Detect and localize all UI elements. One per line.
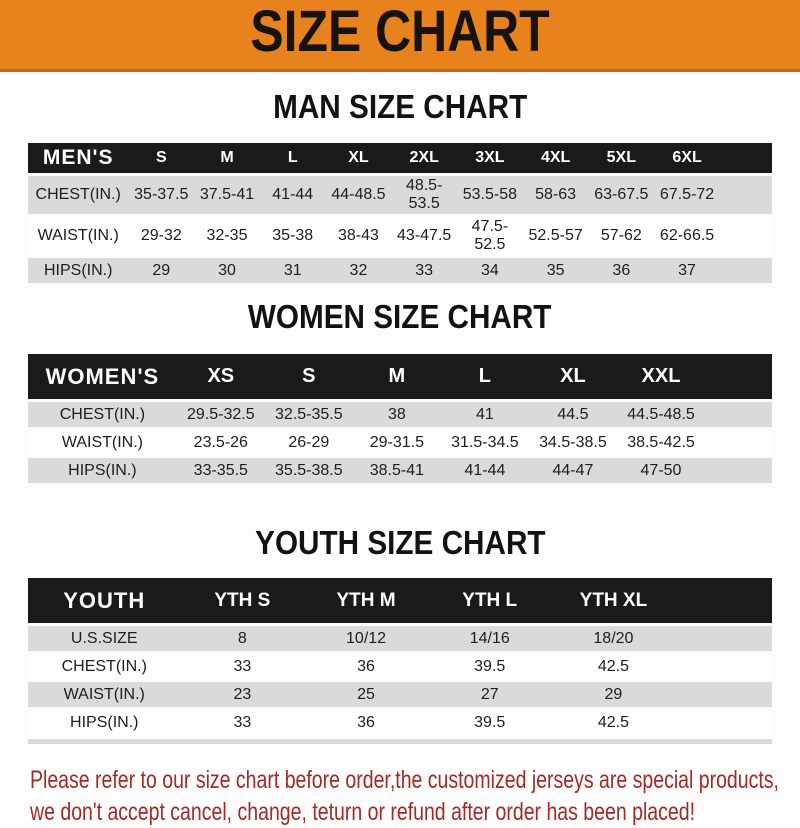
value-cell: 8 bbox=[181, 626, 305, 651]
value-cell: 44-48.5 bbox=[326, 176, 392, 214]
size-header-row bbox=[28, 143, 772, 173]
filler-cell bbox=[675, 710, 772, 735]
value-cell: 23 bbox=[181, 682, 305, 707]
value-cell: 34 bbox=[457, 258, 523, 283]
size-column-header: XXL bbox=[617, 354, 705, 399]
size-header-row bbox=[28, 354, 772, 399]
value-cell: 41-44 bbox=[441, 458, 529, 483]
size-column-header: 3XL bbox=[457, 143, 523, 173]
filler-cell bbox=[675, 682, 772, 707]
size-column-header: M bbox=[353, 354, 441, 399]
value-cell: 35-37.5 bbox=[128, 176, 194, 214]
filler-cell bbox=[705, 402, 772, 427]
value-cell: 33 bbox=[181, 654, 305, 679]
size-column-header: YTH L bbox=[428, 578, 552, 623]
women-size-table bbox=[28, 351, 772, 486]
value-cell: 29 bbox=[128, 258, 194, 283]
value-cell: 36 bbox=[304, 654, 428, 679]
table-bottom-shadow bbox=[28, 739, 772, 744]
table-row bbox=[28, 458, 772, 483]
value-cell: 31 bbox=[260, 258, 326, 283]
table-row bbox=[28, 654, 772, 679]
size-chart-title: SIZE CHART bbox=[250, 0, 550, 64]
size-chart-banner bbox=[0, 0, 800, 72]
filler-cell bbox=[675, 654, 772, 679]
row-label-cell: CHEST(IN.) bbox=[28, 176, 128, 214]
table-row bbox=[28, 682, 772, 707]
value-cell: 32-35 bbox=[194, 217, 260, 255]
filler-cell bbox=[720, 176, 772, 214]
size-column-header: 4XL bbox=[523, 143, 589, 173]
value-cell: 42.5 bbox=[552, 710, 676, 735]
value-cell: 39.5 bbox=[428, 654, 552, 679]
value-cell: 29.5-32.5 bbox=[177, 402, 265, 427]
size-column-header: 2XL bbox=[391, 143, 457, 173]
size-column-header: YTH M bbox=[304, 578, 428, 623]
youth-size-section bbox=[0, 486, 800, 744]
women-size-chart-heading: WOMEN SIZE CHART bbox=[248, 298, 552, 335]
disclaimer-line-2: we don't accept cancel, change, teturn or refund after order has been placed! bbox=[30, 798, 695, 826]
value-cell: 42.5 bbox=[552, 654, 676, 679]
value-cell: 35-38 bbox=[260, 217, 326, 255]
value-cell: 67.5-72 bbox=[654, 176, 720, 214]
size-column-header: S bbox=[128, 143, 194, 173]
value-cell: 34.5-38.5 bbox=[529, 430, 617, 455]
size-column-header: XL bbox=[326, 143, 392, 173]
value-cell: 44.5 bbox=[529, 402, 617, 427]
value-cell: 38.5-42.5 bbox=[617, 430, 705, 455]
table-row bbox=[28, 217, 772, 255]
men-size-table bbox=[28, 140, 772, 286]
value-cell: 10/12 bbox=[304, 626, 428, 651]
value-cell: 48.5-53.5 bbox=[391, 176, 457, 214]
value-cell: 53.5-58 bbox=[457, 176, 523, 214]
value-cell: 37 bbox=[654, 258, 720, 283]
value-cell: 47-50 bbox=[617, 458, 705, 483]
disclaimer bbox=[30, 764, 800, 828]
row-label-cell: HIPS(IN.) bbox=[28, 710, 181, 735]
value-cell: 41-44 bbox=[260, 176, 326, 214]
size-column-header: YTH S bbox=[181, 578, 305, 623]
men-size-section bbox=[0, 72, 800, 286]
table-title-cell: MEN'S bbox=[28, 143, 128, 173]
value-cell: 26-29 bbox=[265, 430, 353, 455]
filler-cell bbox=[705, 430, 772, 455]
value-cell: 44-47 bbox=[529, 458, 617, 483]
value-cell: 14/16 bbox=[428, 626, 552, 651]
value-cell: 38-43 bbox=[326, 217, 392, 255]
value-cell: 44.5-48.5 bbox=[617, 402, 705, 427]
table-title-cell: WOMEN'S bbox=[28, 354, 177, 399]
table-row bbox=[28, 430, 772, 455]
women-size-section bbox=[0, 286, 800, 486]
filler-cell bbox=[675, 626, 772, 651]
value-cell: 33-35.5 bbox=[177, 458, 265, 483]
youth-size-table bbox=[28, 575, 772, 738]
table-row bbox=[28, 710, 772, 735]
value-cell: 32 bbox=[326, 258, 392, 283]
size-column-header: XS bbox=[177, 354, 265, 399]
row-label-cell: CHEST(IN.) bbox=[28, 654, 181, 679]
value-cell: 52.5-57 bbox=[523, 217, 589, 255]
value-cell: 37.5-41 bbox=[194, 176, 260, 214]
value-cell: 32.5-35.5 bbox=[265, 402, 353, 427]
filler-header-cell bbox=[720, 143, 772, 173]
value-cell: 62-66.5 bbox=[654, 217, 720, 255]
value-cell: 33 bbox=[181, 710, 305, 735]
value-cell: 33 bbox=[391, 258, 457, 283]
size-column-header: M bbox=[194, 143, 260, 173]
youth-size-chart-heading: YOUTH SIZE CHART bbox=[254, 524, 546, 561]
filler-header-cell bbox=[675, 578, 772, 623]
value-cell: 35.5-38.5 bbox=[265, 458, 353, 483]
value-cell: 47.5-52.5 bbox=[457, 217, 523, 255]
value-cell: 38.5-41 bbox=[353, 458, 441, 483]
value-cell: 57-62 bbox=[588, 217, 654, 255]
value-cell: 29 bbox=[552, 682, 676, 707]
row-label-cell: HIPS(IN.) bbox=[28, 458, 177, 483]
value-cell: 36 bbox=[588, 258, 654, 283]
size-column-header: S bbox=[265, 354, 353, 399]
value-cell: 30 bbox=[194, 258, 260, 283]
disclaimer-line-1: Please refer to our size chart before order,the customized jerseys are special products, bbox=[30, 766, 779, 794]
filler-header-cell bbox=[705, 354, 772, 399]
row-label-cell: CHEST(IN.) bbox=[28, 402, 177, 427]
row-label-cell: WAIST(IN.) bbox=[28, 430, 177, 455]
value-cell: 58-63 bbox=[523, 176, 589, 214]
value-cell: 23.5-26 bbox=[177, 430, 265, 455]
value-cell: 36 bbox=[304, 710, 428, 735]
table-row bbox=[28, 402, 772, 427]
size-column-header: L bbox=[441, 354, 529, 399]
man-size-chart-heading: MAN SIZE CHART bbox=[272, 88, 528, 125]
row-label-cell: HIPS(IN.) bbox=[28, 258, 128, 283]
size-column-header: XL bbox=[529, 354, 617, 399]
row-label-cell: WAIST(IN.) bbox=[28, 217, 128, 255]
filler-cell bbox=[705, 458, 772, 483]
value-cell: 39.5 bbox=[428, 710, 552, 735]
value-cell: 29-31.5 bbox=[353, 430, 441, 455]
value-cell: 43-47.5 bbox=[391, 217, 457, 255]
value-cell: 29-32 bbox=[128, 217, 194, 255]
value-cell: 41 bbox=[441, 402, 529, 427]
table-row bbox=[28, 626, 772, 651]
value-cell: 38 bbox=[353, 402, 441, 427]
filler-cell bbox=[720, 258, 772, 283]
table-row bbox=[28, 176, 772, 214]
value-cell: 63-67.5 bbox=[588, 176, 654, 214]
value-cell: 18/20 bbox=[552, 626, 676, 651]
size-column-header: YTH XL bbox=[552, 578, 676, 623]
value-cell: 35 bbox=[523, 258, 589, 283]
value-cell: 25 bbox=[304, 682, 428, 707]
filler-cell bbox=[720, 217, 772, 255]
value-cell: 31.5-34.5 bbox=[441, 430, 529, 455]
value-cell: 27 bbox=[428, 682, 552, 707]
row-label-cell: WAIST(IN.) bbox=[28, 682, 181, 707]
size-header-row bbox=[28, 578, 772, 623]
row-label-cell: U.S.SIZE bbox=[28, 626, 181, 651]
table-title-cell: YOUTH bbox=[28, 578, 181, 623]
table-row bbox=[28, 258, 772, 283]
size-column-header: 5XL bbox=[588, 143, 654, 173]
size-column-header: L bbox=[260, 143, 326, 173]
size-column-header: 6XL bbox=[654, 143, 720, 173]
